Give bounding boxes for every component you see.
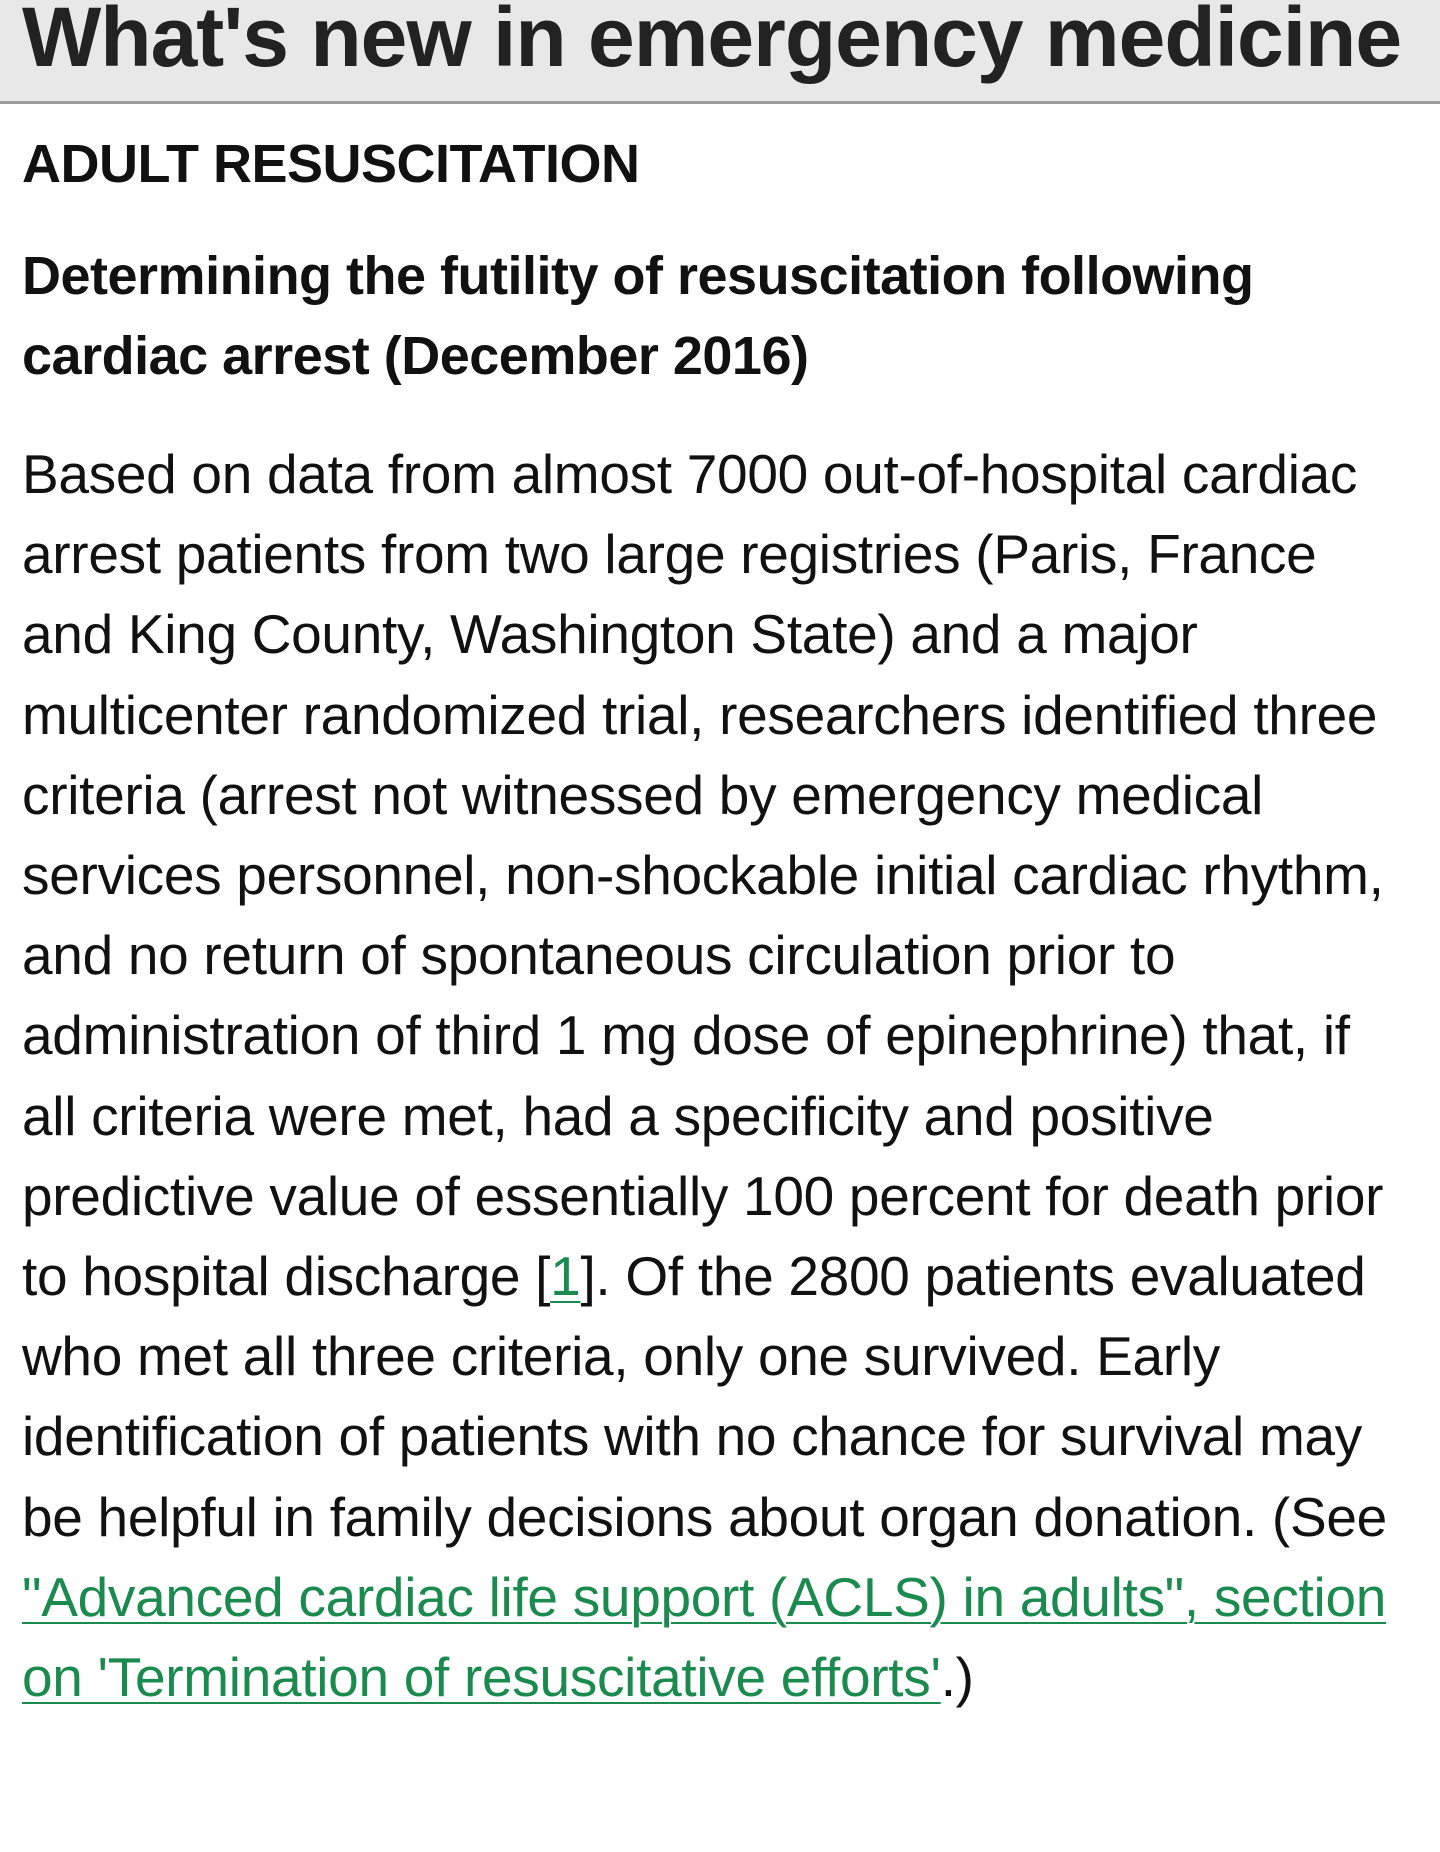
section-heading: ADULT RESUSCITATION <box>22 134 640 194</box>
page-header <box>0 0 1440 104</box>
body-text-part-3: .) <box>940 1646 974 1709</box>
acls-topic-link[interactable]: "Advanced cardiac life support (ACLS) in adults", section on 'Termination of resuscitative efforts' <box>22 1565 1387 1709</box>
article-title: Determining the futility of resuscitation following cardiac arrest (December 2016) <box>22 246 1254 386</box>
reference-link-1[interactable]: 1 <box>550 1245 581 1308</box>
page-title: What's new in emergency medicine <box>22 0 1402 84</box>
body-text-part-1: Based on data from almost 7000 out-of-hospital cardiac arrest patients from two large registries (Paris, France and King County, Washington State) and a major multicenter randomized trial, researchers identified three criteria (arrest not witnessed by emergency medical services personnel, non-shockable initial cardiac rhythm, and no return of spontaneous circulation prior to administration of third 1 mg dose of epinephrine) that, if all criteria were met, had a specificity and positive predictive value of essentially 100 percent for death prior to hospital discharge [ <box>22 443 1384 1308</box>
body-text-part-2: ]. Of the 2800 patients evaluated who met all three criteria, only one survived. Early identification of patients with no chance for survival may be helpful in family decisions about organ donation. (See <box>22 1245 1387 1548</box>
article-body <box>22 434 1418 1717</box>
main-content <box>0 132 1440 1717</box>
